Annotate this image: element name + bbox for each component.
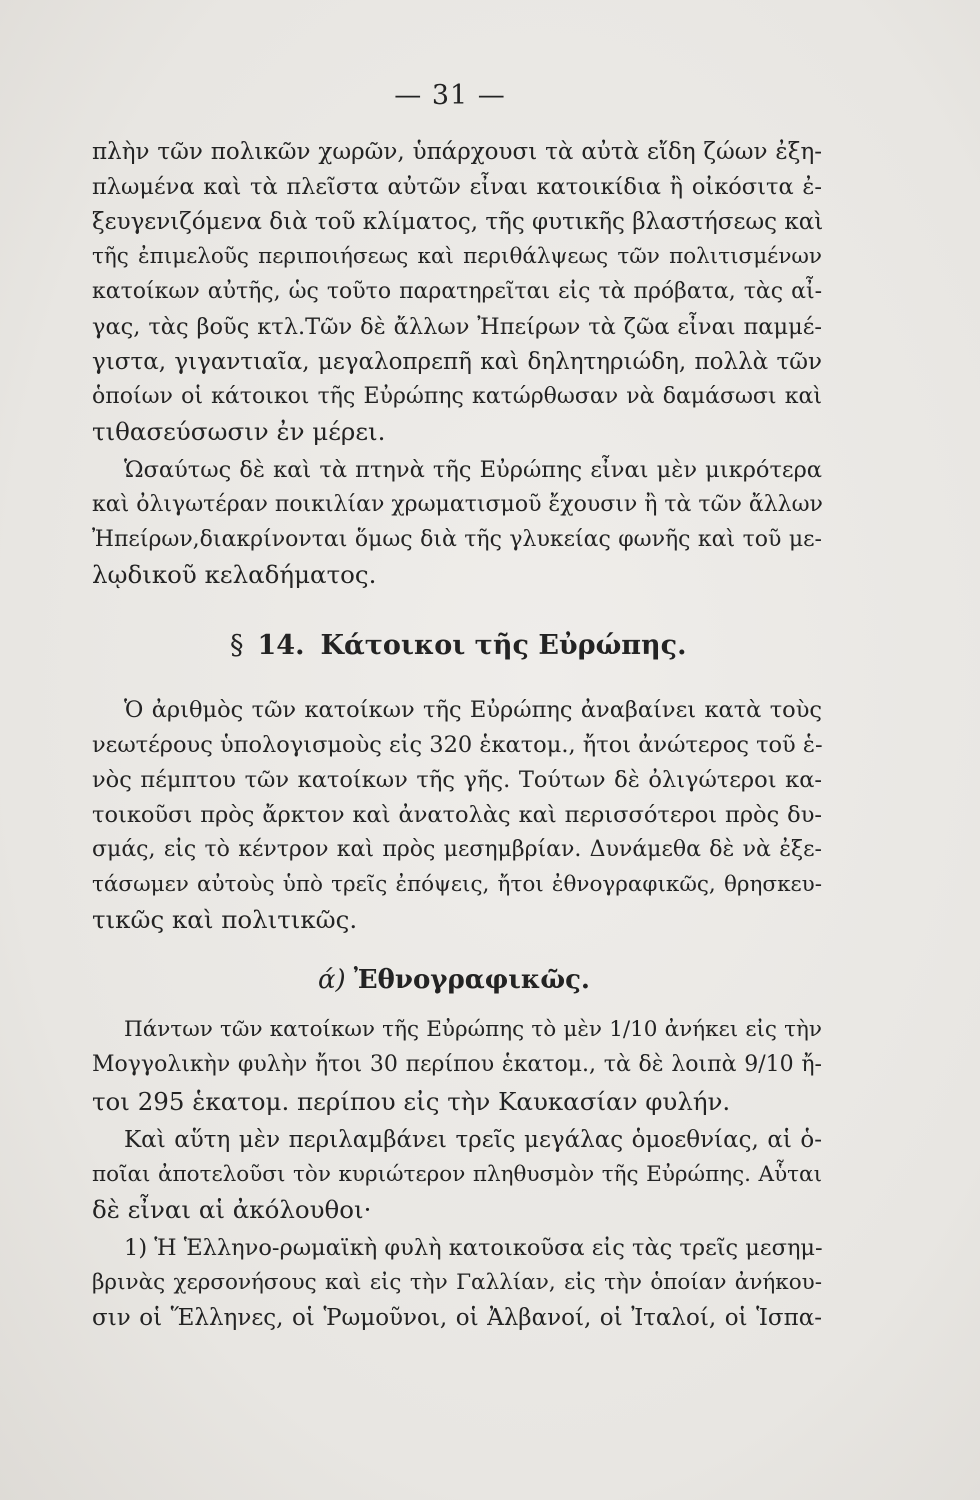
text-line: βρινὰς χερσονήσους καὶ εἰς τὴν Γαλλίαν, εἰς τὴν ὁποίαν ἀνήκου-	[92, 1270, 822, 1295]
text-line: νεωτέρους ὑπολογισμοὺς εἰς 320 ἑκατομ., ἤτοι ἀνώτερος τοῦ ἑ-	[92, 732, 823, 758]
text-line: Καὶ αὕτη μὲν περιλαμβάνει τρεῖς μεγάλας ὁμοεθνίας, αἱ ὁ-	[124, 1127, 822, 1153]
text-line: ξευγενιζόμενα διὰ τοῦ κλίματος, τῆς φυτικῆς βλαστήσεως καὶ	[92, 209, 824, 235]
page-number: — 31 —	[394, 80, 506, 111]
text-line: κατοίκων αὐτῆς, ὡς τοῦτο παρατηρεῖται εἰς τὰ πρόβατα, τὰς αἶ-	[92, 279, 822, 304]
text-line: λῳδικοῦ κελαδήματος.	[92, 560, 377, 589]
text-line: τοι 295 ἑκατομ. περίπου εἰς τὴν Καυκασίαν φυλήν.	[92, 1087, 731, 1116]
text-line: τικῶς καὶ πολιτικῶς.	[92, 905, 358, 934]
text-line: γας, τὰς βοῦς κτλ.Τῶν δὲ ἄλλων Ἠπείρων τὰ ζῶα εἶναι παμμέ-	[92, 314, 822, 340]
text-line: πλὴν τῶν πολικῶν χωρῶν, ὑπάρχουσι τὰ αὐτὰ εἴδη ζώων ἐξη-	[92, 139, 822, 165]
subsection-heading	[318, 965, 590, 995]
section-title: Κάτοικοι τῆς Εὐρώπης.	[320, 630, 687, 661]
text-line: ὁποίων οἱ κάτοικοι τῆς Εὐρώπης κατώρθωσαν νὰ δαμάσωσι καὶ	[92, 384, 822, 409]
text-line: γιστα, γιγαντιαῖα, μεγαλοπρεπῆ καὶ δηλητηριώδη, πολλὰ τῶν	[92, 349, 822, 375]
text-line: τοικοῦσι πρὸς ἄρκτον καὶ ἀνατολὰς καὶ περισσότεροι πρὸς δυ-	[92, 802, 822, 828]
text-line: σμάς, εἰς τὸ κέντρον καὶ πρὸς μεσημβρίαν. Δυνάμεθα δὲ νὰ ἐξε-	[92, 837, 822, 862]
text-line: Ὡσαύτως δὲ καὶ τὰ πτηνὰ τῆς Εὐρώπης εἶναι μὲν μικρότερα	[124, 457, 822, 483]
text-line: τῆς ἐπιμελοῦς περιποιήσεως καὶ περιθάλψεως τῶν πολιτισμένων	[92, 244, 822, 269]
section-heading	[230, 630, 687, 661]
section-symbol: §	[230, 630, 244, 661]
text-line: νὸς πέμπτου τῶν κατοίκων τῆς γῆς. Τούτων δὲ ὀλιγώτεροι κα-	[92, 767, 822, 793]
text-line: ποῖαι ἀποτελοῦσι τὸν κυριώτερον πληθυσμὸν τῆς Εὐρώπης. Αὗται	[92, 1162, 822, 1187]
subsection-label: ά)	[318, 965, 346, 995]
text-line: δὲ εἶναι αἱ ἀκόλουθοι·	[92, 1195, 372, 1224]
text-line: Πάντων τῶν κατοίκων τῆς Εὐρώπης τὸ μὲν 1/10 ἀνήκει εἰς τὴν	[124, 1017, 822, 1042]
text-line: τιθασεύσωσιν ἐν μέρει.	[92, 417, 386, 446]
text-line: πλωμένα καὶ τὰ πλεῖστα αὐτῶν εἶναι κατοικίδια ἢ οἰκόσιτα ἐ-	[92, 174, 822, 200]
text-line: 1) Ἡ Ἑλληνο-ρωμαϊκὴ φυλὴ κατοικοῦσα εἰς τὰς τρεῖς μεσημ-	[124, 1235, 823, 1261]
section-number: 14.	[257, 630, 305, 661]
text-line: Μογγολικὴν φυλὴν ἤτοι 30 περίπου ἑκατομ., τὰ δὲ λοιπὰ 9/10 ἤ-	[92, 1052, 822, 1077]
text-line: σιν οἱ Ἕλληνες, οἱ Ῥωμοῦνοι, οἱ Ἀλβανοί, οἱ Ἰταλοί, οἱ Ἱσπα-	[92, 1305, 822, 1331]
text-line: καὶ ὀλιγωτέραν ποικιλίαν χρωματισμοῦ ἔχουσιν ἢ τὰ τῶν ἄλλων	[92, 492, 823, 517]
subsection-title: Ἐθνογραφικῶς.	[353, 965, 590, 995]
text-line: τάσωμεν αὐτοὺς ὑπὸ τρεῖς ἐπόψεις, ἤτοι ἐθνογραφικῶς, θρησκευ-	[92, 872, 822, 897]
text-line: Ὁ ἀριθμὸς τῶν κατοίκων τῆς Εὐρώπης ἀναβαίνει κατὰ τοὺς	[124, 697, 822, 723]
text-line: Ἠπείρων,διακρίνονται ὅμως διὰ τῆς γλυκείας φωνῆς καὶ τοῦ με-	[92, 527, 822, 552]
